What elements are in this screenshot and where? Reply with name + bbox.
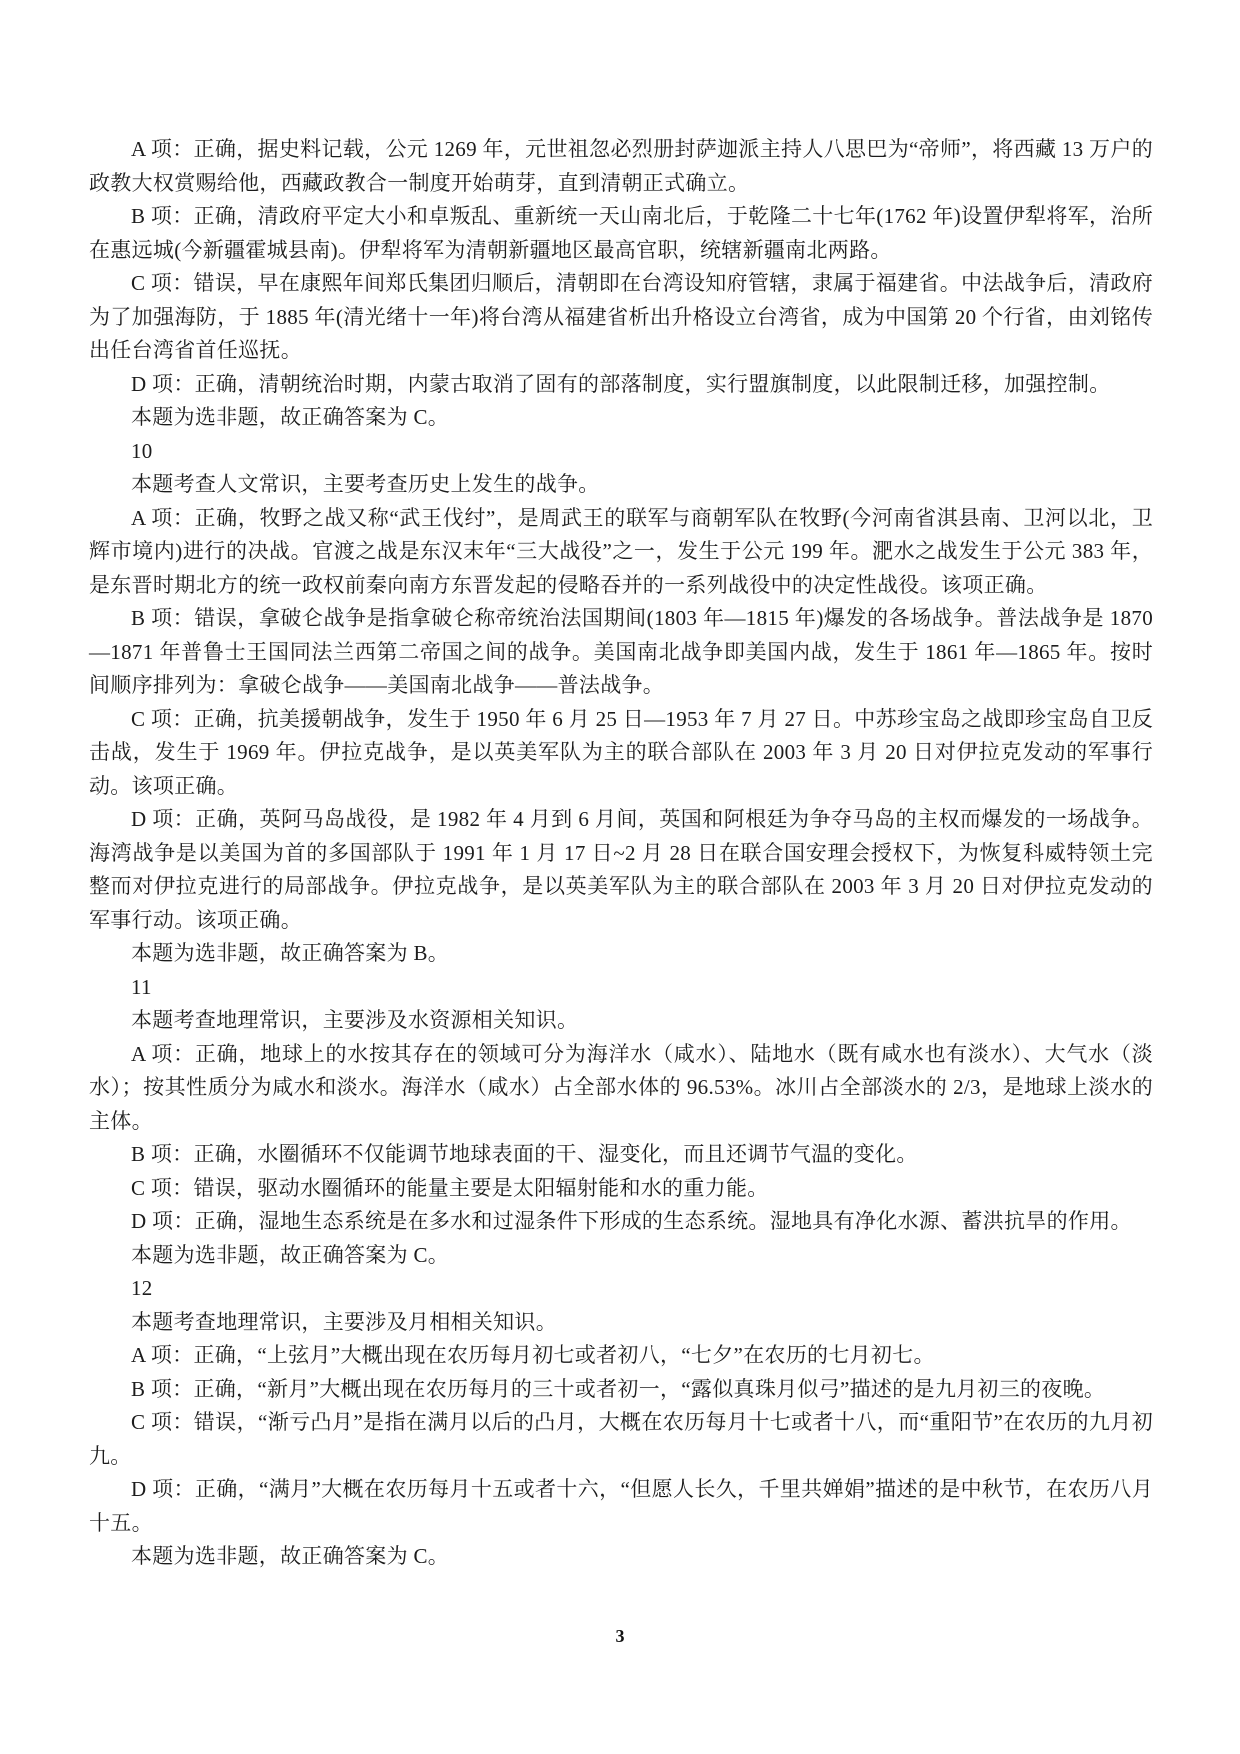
q10-option-b-explanation: B 项：错误，拿破仑战争是指拿破仑称帝统治法国期间(1803 年—1815 年)爆发的各场战争。普法战争是 1870—1871 年普鲁士王国同法兰西第二帝国之间的战争。美国南北战争即美国内战，发生于 1861 年—1865 年。按时间顺序排列为：拿破仑战争——美国南北战争——普法战争。: [89, 606, 1153, 697]
q11-option-d-explanation: D 项：正确，湿地生态系统是在多水和过湿条件下形成的生态系统。湿地具有净化水源、蓄洪抗旱的作用。: [131, 1209, 1132, 1233]
q10-option-c-explanation: C 项：正确，抗美援朝战争，发生于 1950 年 6 月 25 日—1953 年 7 月 27 日。中苏珍宝岛之战即珍宝岛自卫反击战，发生于 1969 年。伊拉克战争，是以英美军队为主的联合部队在 2003 年 3 月 20 日对伊拉克发动的军事行动。该项正确。: [89, 706, 1153, 798]
q9-option-b-explanation: B 项：正确，清政府平定大小和卓叛乱、重新统一天山南北后，于乾隆二十七年(1762 年)设置伊犁将军，治所在惠远城(今新疆霍城县南)。伊犁将军为清朝新疆地区最高官职，统辖新疆南北两路。: [89, 204, 1153, 262]
q10-intro-line: 本题考查人文常识，主要考查历史上发生的战争。: [131, 472, 600, 496]
q9-option-c-explanation: C 项：错误，早在康熙年间郑氏集团归顺后，清朝即在台湾设知府管辖，隶属于福建省。中法战争后，清政府为了加强海防，于 1885 年(清光绪十一年)将台湾从福建省析出升格设立台湾省，成为中国第 20 个行省，由刘铭传出任台湾省首任巡抚。: [89, 271, 1153, 362]
q12-option-d-explanation: D 项：正确，“满月”大概在农历每月十五或者十六，“但愿人长久，千里共婵娟”描述的是中秋节，在农历八月十五。: [89, 1477, 1153, 1535]
q11-option-a-explanation: A 项：正确，地球上的水按其存在的领域可分为海洋水（咸水）、陆地水（既有咸水也有淡水）、大气水（淡水）；按其性质分为咸水和淡水。海洋水（咸水）占全部水体的 96.53%。冰川占全部淡水的 2/3，是地球上淡水的主体。: [89, 1041, 1153, 1133]
q10-option-a-explanation: A 项：正确，牧野之战又称“武王伐纣”，是周武王的联军与商朝军队在牧野(今河南省淇县南、卫河以北，卫辉市境内)进行的决战。官渡之战是东汉末年“三大战役”之一，发生于公元 199 年。淝水之战发生于公元 383 年，是东晋时期北方的统一政权前秦向南方东晋发起的侵略吞并的一系列战役中的决定性战役。该项正确。: [89, 505, 1153, 597]
q9-answer-line: 本题为选非题，故正确答案为 C。: [131, 405, 450, 429]
question-10-number: 10: [131, 438, 153, 463]
q12-intro-line: 本题考查地理常识，主要涉及月相相关知识。: [131, 1309, 557, 1334]
question-12-number: 12: [131, 1276, 153, 1300]
q10-option-d-explanation: D 项：正确，英阿马岛战役，是 1982 年 4 月到 6 月间，英国和阿根廷为争夺马岛的主权而爆发的一场战争。海湾战争是以美国为首的多国部队于 1991 年 1 月 17 日~2 月 28 日在联合国安理会授权下，为恢复科威特领土完整而对伊拉克进行的局部战争。伊拉克战争，是以英美军队为主的联合部队在 2003 年 3 月 20 日对伊拉克发动的军事行动。该项正确。: [89, 807, 1153, 932]
answer-explanations-body: [89, 133, 1153, 1574]
q12-option-c-explanation: C 项：错误，“渐亏凸月”是指在满月以后的凸月，大概在农历每月十七或者十八，而“重阳节”在农历的九月初九。: [89, 1410, 1153, 1468]
q12-option-a-explanation: A 项：正确，“上弦月”大概出现在农历每月初七或者初八，“七夕”在农历的七月初七。: [131, 1343, 935, 1367]
q11-option-c-explanation: C 项：错误，驱动水圈循环的能量主要是太阳辐射能和水的重力能。: [131, 1175, 769, 1200]
q9-option-d-explanation: D 项：正确，清朝统治时期，内蒙古取消了固有的部落制度，实行盟旗制度，以此限制迁移，加强控制。: [131, 371, 1111, 396]
q11-intro-line: 本题考查地理常识，主要涉及水资源相关知识。: [131, 1008, 579, 1032]
q9-option-a-explanation: A 项：正确，据史料记载，公元 1269 年，元世祖忽必烈册封萨迦派主持人八思巴为“帝师”，将西藏 13 万户的政教大权赏赐给他，西藏政教合一制度开始萌芽，直到清朝正式确立。: [89, 137, 1153, 195]
q12-option-b-explanation: B 项：正确，“新月”大概出现在农历每月的三十或者初一，“露似真珠月似弓”描述的是九月初三的夜晚。: [131, 1376, 1106, 1401]
q10-answer-line: 本题为选非题，故正确答案为 B。: [131, 941, 450, 965]
q11-answer-line: 本题为选非题，故正确答案为 C。: [131, 1242, 450, 1267]
page-number: 3: [615, 1626, 625, 1646]
q12-answer-line: 本题为选非题，故正确答案为 C。: [131, 1544, 450, 1568]
q11-option-b-explanation: B 项：正确，水圈循环不仅能调节地球表面的干、湿变化，而且还调节气温的变化。: [131, 1142, 918, 1166]
question-11-number: 11: [131, 974, 152, 999]
